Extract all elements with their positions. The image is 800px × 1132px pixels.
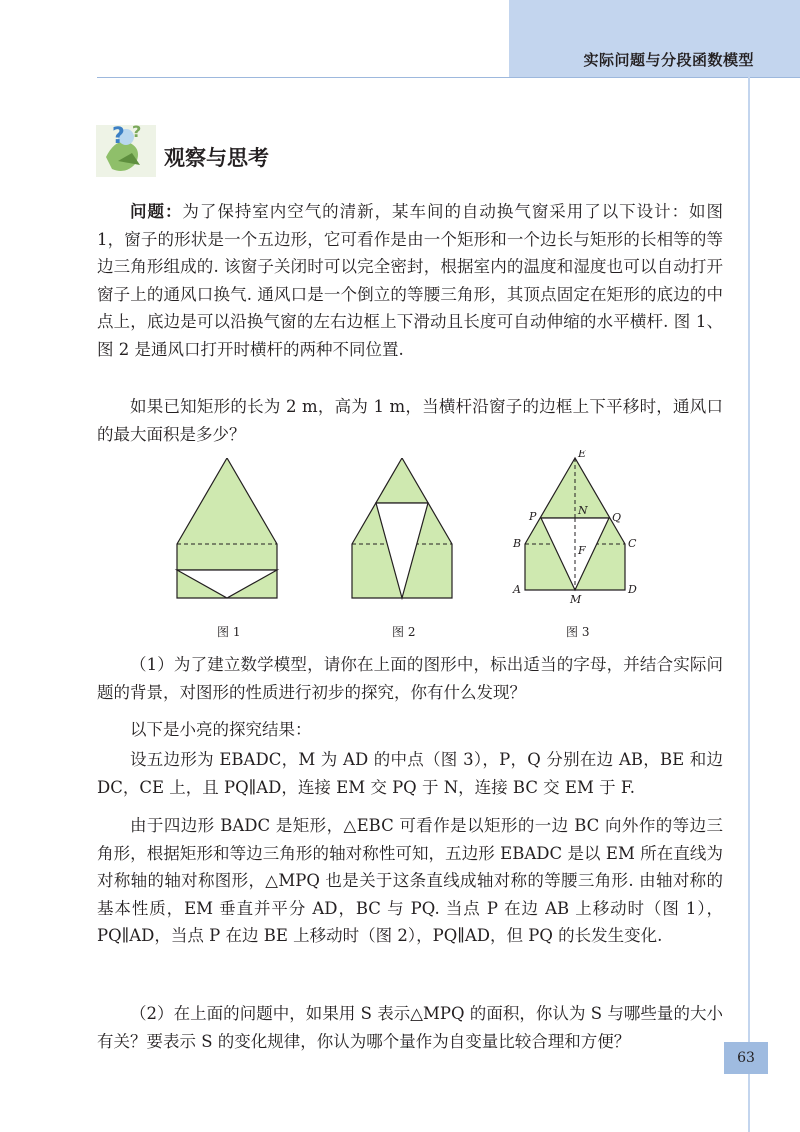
label-E: E [578, 450, 587, 460]
figure-1-caption: 图 1 [217, 625, 241, 639]
paragraph-part-2: （2）在上面的问题中，如果用 S 表示△MPQ 的面积，你认为 S 与哪些量的大小有关？要表示 S 的变化规律，你认为哪个量作为自变量比较合理和方便？ [97, 1004, 723, 1051]
figure-row [0, 450, 800, 640]
figure-3 [508, 450, 638, 612]
section-heading [96, 117, 396, 181]
figure-3-caption: 图 3 [566, 625, 590, 639]
paragraph-question: 如果已知矩形的长为 2 m，高为 1 m，当横杆沿窗子的边框上下平移时，通风口的最大面积是多少？ [97, 397, 723, 444]
header-rule [97, 77, 800, 78]
paragraph-analysis: 由于四边形 BADC 是矩形，△EBC 可看作是以矩形的一边 BC 向外作的等边三角形，根据矩形和等边三角形的轴对称性可知，五边形 EBADC 是以 EM 所在直线为对称轴的轴对称图形，△MPQ 也是关于这条直线成轴对称的等腰三角形. 由轴对称的基本性质，EM 垂直并平分 AD，BC 与 PQ. 当点 P 在边 AB 上移动时（图 1），PQ∥AD，当点 P 在边 BE 上移动时（图 2），PQ∥AD，但 PQ 的长发生变化. [97, 816, 723, 946]
svg-text:?: ? [132, 122, 142, 141]
figure-2 [347, 458, 457, 608]
figure-2-caption: 图 2 [392, 625, 416, 639]
paragraph-intro-result: 以下是小亮的探究结果： [130, 720, 312, 739]
figure-1 [172, 458, 282, 608]
label-D: D [628, 583, 637, 596]
paragraph-problem [97, 198, 723, 364]
label-A: A [513, 583, 521, 596]
paragraph-setup: 设五边形为 EBADC，M 为 AD 的中点（图 3），P，Q 分别在边 AB，BE 和边 DC，CE 上，且 PQ∥AD，连接 EM 交 PQ 于 N，连接 BC 交 EM 于 F. [97, 750, 723, 797]
label-B: B [513, 537, 522, 550]
section-title: 观察与思考 [164, 146, 269, 170]
problem-lead: 问题： [130, 202, 183, 221]
svg-text:?: ? [112, 124, 125, 149]
label-Q: Q [612, 511, 622, 524]
label-P: P [529, 510, 537, 523]
label-N: N [578, 504, 588, 517]
problem-text: 为了保持室内空气的清新，某车间的自动换气窗采用了以下设计：如图 1，窗子的形状是一个五边形，它可看作是由一个矩形和一个边长与矩形的长相等的等边三角形组成的. 该窗子关闭时可以完全密封，根据室内的温度和湿度也可以自动打开窗子上的通风口换气. 通风口是一个倒立的等腰三角形，其顶点固定在矩形的底边的中点上，底边是可以沿换气窗的左右边框上下滑动且长度可自动伸缩的水平横杆. 图 1、图 2 是通风口打开时横杆的两种不同位置. [97, 202, 724, 359]
thinking-character-icon [96, 117, 160, 181]
label-F: F [578, 544, 586, 557]
label-C: C [628, 537, 637, 550]
running-header-title: 实际问题与分段函数模型 [583, 51, 754, 69]
label-M: M [570, 593, 582, 606]
paragraph-part-1: （1）为了建立数学模型，请你在上面的图形中，标出适当的字母，并结合实际问题的背景，对图形的性质进行初步的探究，你有什么发现？ [97, 655, 723, 702]
page-number: 63 [724, 1042, 768, 1074]
